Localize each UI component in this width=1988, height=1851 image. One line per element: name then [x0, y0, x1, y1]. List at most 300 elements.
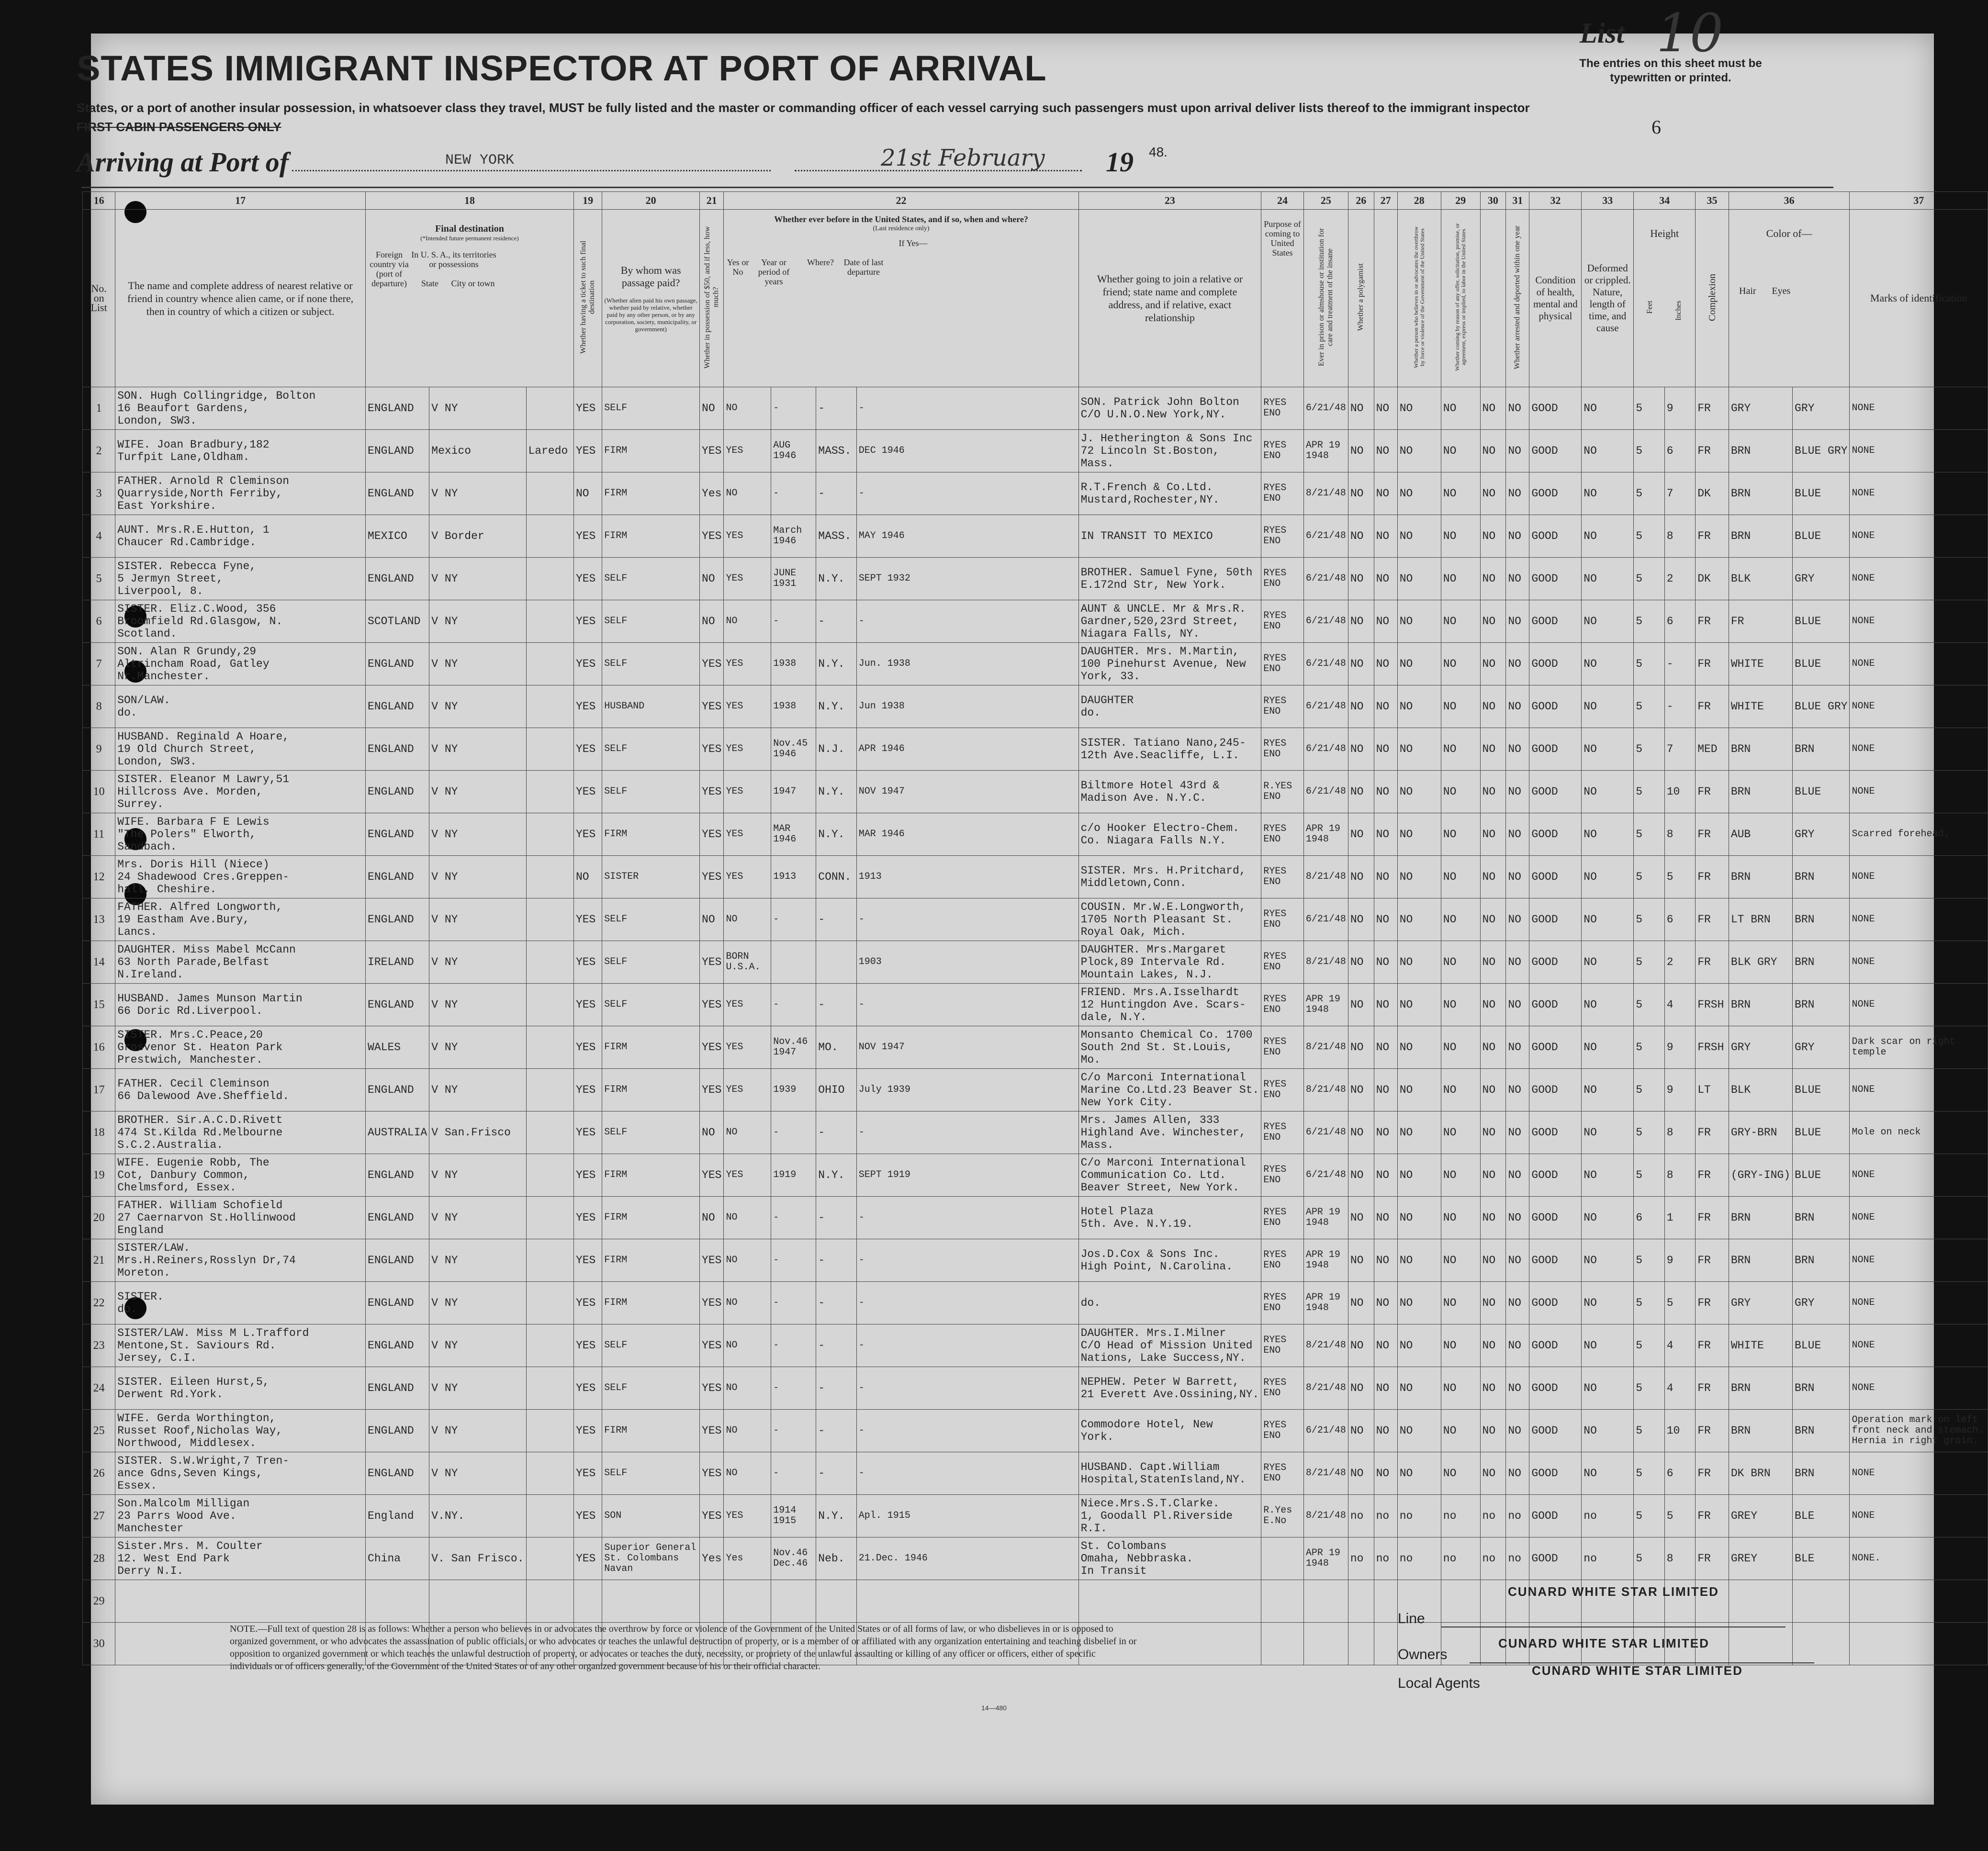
joining-relative-line: Omaha, Nebbraska. — [1080, 1552, 1193, 1565]
c26-label: Whether a polygamist — [1357, 263, 1365, 331]
height-inches: 4 — [1664, 1324, 1696, 1367]
ticket: YES — [573, 600, 602, 643]
col-26 — [1348, 1580, 1374, 1623]
col-30: NO — [1480, 984, 1506, 1026]
joining-relative-line: Commodore Hotel, New — [1080, 1418, 1213, 1431]
before-in-us: NO — [724, 1282, 771, 1324]
col-29: NO — [1441, 1197, 1480, 1239]
col-31: NO — [1506, 1154, 1529, 1197]
identification-marks: NONE — [1850, 515, 1988, 558]
eye-color — [1793, 1580, 1850, 1623]
height-feet: 6 — [1634, 1197, 1665, 1239]
joining-relative-line: Monsanto Chemical Co. 1700 — [1080, 1029, 1253, 1041]
joining-relative — [1078, 941, 1261, 984]
col-30: NO — [1480, 813, 1506, 856]
col-27: NO — [1374, 1197, 1397, 1239]
dest-city — [526, 1026, 573, 1069]
col-26: NO — [1348, 1239, 1374, 1282]
complexion: FR — [1696, 1197, 1729, 1239]
dest-city — [526, 941, 573, 984]
last-departure: SEPT 1919 — [856, 1154, 1078, 1197]
relative-address-line: 16 Beaufort Gardens, — [117, 402, 250, 415]
relative-address-line: SISTER. Eileen Hurst,5, — [117, 1376, 270, 1388]
col-31: NO — [1506, 1282, 1529, 1324]
row-number: 22 — [83, 1282, 115, 1324]
complexion: FR — [1696, 685, 1729, 728]
deformed: NO — [1582, 728, 1634, 771]
relative-address — [115, 1282, 366, 1324]
joining-relative-line: Mustard,Rochester,NY. — [1080, 494, 1220, 506]
header-c29 — [1441, 210, 1480, 387]
last-departure: - — [856, 1111, 1078, 1154]
joining-relative-line: Gardner,520,23rd Street, — [1080, 615, 1239, 628]
col-31: NO — [1506, 387, 1529, 430]
col-30: NO — [1480, 856, 1506, 898]
passage-paid-by: SELF — [602, 600, 700, 643]
dest-state: V San.Frisco — [429, 1111, 526, 1154]
health-condition: GOOD — [1529, 685, 1582, 728]
year-period: - — [771, 1111, 816, 1154]
table-row — [83, 1537, 1988, 1580]
joining-relative-line: FRIEND. Mrs.A.Isselhardt — [1080, 986, 1239, 998]
col-25: 6/21/48 — [1303, 728, 1348, 771]
header-no-on-list: No. on List — [83, 210, 115, 387]
col-27: NO — [1374, 430, 1397, 472]
ticket: YES — [573, 558, 602, 600]
health-condition: GOOD — [1529, 387, 1582, 430]
passage-paid-by: SELF — [602, 558, 700, 600]
year-period: - — [771, 472, 816, 515]
hair-color: DK BRN — [1729, 1452, 1792, 1495]
col-30: NO — [1480, 898, 1506, 941]
identification-marks: NONE — [1850, 1367, 1988, 1410]
joining-relative — [1078, 1111, 1261, 1154]
height-feet: 5 — [1634, 1026, 1665, 1069]
deformed: NO — [1582, 1154, 1634, 1197]
column-number: 36 — [1729, 192, 1850, 210]
col-30: NO — [1480, 430, 1506, 472]
table-row — [83, 1154, 1988, 1197]
health-condition: GOOD — [1529, 1537, 1582, 1580]
col-31: NO — [1506, 600, 1529, 643]
relative-address-line: Surrey. — [117, 798, 164, 810]
last-departure: - — [856, 1452, 1078, 1495]
sheet-note: The entries on this sheet must be typewritten or printed. — [1579, 57, 1762, 84]
row-number: 6 — [83, 600, 115, 643]
col-29: NO — [1441, 1069, 1480, 1111]
height-feet: 5 — [1634, 1111, 1665, 1154]
joining-relative — [1078, 856, 1261, 898]
foreign-country: ENGLAND — [366, 1324, 429, 1367]
hair-color: FR — [1729, 600, 1792, 643]
relative-address-line: "The Polers" Elworth, — [117, 828, 257, 841]
foreign-country: ENGLAND — [366, 1452, 429, 1495]
col-26: NO — [1348, 941, 1374, 984]
header-before-us — [724, 210, 1078, 387]
table-row — [83, 685, 1988, 728]
dest-city — [526, 515, 573, 558]
joining-relative-line: York. — [1080, 1431, 1114, 1443]
deformed: NO — [1582, 1282, 1634, 1324]
row-number: 27 — [83, 1495, 115, 1537]
foreign-country: ENGLAND — [366, 643, 429, 685]
relative-address-line: WIFE. Gerda Worthington, — [117, 1412, 276, 1425]
height-inches: 7 — [1664, 728, 1696, 771]
joining-relative-line: C/O Head of Mission United — [1080, 1339, 1253, 1352]
col-31: NO — [1506, 515, 1529, 558]
deformed: NO — [1582, 771, 1634, 813]
before-in-us: YES — [724, 430, 771, 472]
relative-address-line: 66 Dalewood Ave.Sheffield. — [117, 1090, 290, 1102]
joining-relative-line: Beaver Street, New York. — [1080, 1181, 1239, 1194]
if-yes-label: If Yes— — [899, 238, 928, 248]
complexion: FR — [1696, 1324, 1729, 1367]
joining-relative-line: dale, N.Y. — [1080, 1011, 1147, 1023]
hair-color: BLK GRY — [1729, 941, 1792, 984]
health-condition: GOOD — [1529, 898, 1582, 941]
health-condition: GOOD — [1529, 1367, 1582, 1410]
col-28: NO — [1397, 1239, 1441, 1282]
dest-state: V NY — [429, 728, 526, 771]
col-26: NO — [1348, 1111, 1374, 1154]
hair-color: WHITE — [1729, 643, 1792, 685]
passage-paid-by: FIRM — [602, 1026, 700, 1069]
fifty-dollars: YES — [700, 1324, 724, 1367]
complexion: FR — [1696, 1452, 1729, 1495]
deformed: NO — [1582, 941, 1634, 984]
relative-address-line: Cot, Danbury Common, — [117, 1169, 250, 1181]
last-departure: - — [856, 1410, 1078, 1452]
health-condition: GOOD — [1529, 472, 1582, 515]
identification-marks: NONE. — [1850, 1537, 1988, 1580]
relative-address-line: Jersey, C.I. — [117, 1352, 197, 1364]
joining-relative-line: BROTHER. Samuel Fyne, 50th — [1080, 566, 1253, 579]
height-inches: 1 — [1664, 1197, 1696, 1239]
hair-color: BRN — [1729, 1239, 1792, 1282]
header-condition: Condition of health, mental and physical — [1529, 210, 1582, 387]
ticket: YES — [573, 898, 602, 941]
relative-address-line: SISTER. Rebecca Fyne, — [117, 560, 257, 572]
col-29: NO — [1441, 1154, 1480, 1197]
dest-city — [526, 1367, 573, 1410]
col-29: NO — [1441, 1111, 1480, 1154]
dest-city — [526, 1111, 573, 1154]
where: N.Y. — [816, 1495, 857, 1537]
joining-relative — [1078, 1452, 1261, 1495]
purpose: RYES ENO — [1261, 1197, 1304, 1239]
col-27: NO — [1374, 1111, 1397, 1154]
ticket: YES — [573, 643, 602, 685]
arrival-date: 21st February — [881, 145, 1045, 171]
dest-city — [526, 1239, 573, 1282]
hair-label: Hair — [1739, 286, 1756, 296]
feet-label: Feet — [1646, 301, 1654, 314]
col-28: NO — [1397, 1367, 1441, 1410]
col-26: NO — [1348, 643, 1374, 685]
row-number: 14 — [83, 941, 115, 984]
where: - — [816, 1410, 857, 1452]
joining-relative-line: 100 Pinehurst Avenue, New — [1080, 658, 1246, 670]
col-31: NO — [1506, 898, 1529, 941]
col-30: NO — [1480, 1282, 1506, 1324]
col-29: NO — [1441, 898, 1480, 941]
col-31: NO — [1506, 472, 1529, 515]
ticket: YES — [573, 1324, 602, 1367]
row-number: 19 — [83, 1154, 115, 1197]
foreign-country: MEXICO — [366, 515, 429, 558]
fifty-dollars: YES — [700, 856, 724, 898]
joining-relative — [1078, 1367, 1261, 1410]
ticket: YES — [573, 1537, 602, 1580]
dest-state: V NY — [429, 813, 526, 856]
last-departure: Apl. 1915 — [856, 1495, 1078, 1537]
relative-address-line: 474 St.Kilda Rd.Melbourne — [117, 1126, 283, 1139]
where: N.Y. — [816, 771, 857, 813]
deformed: NO — [1582, 1452, 1634, 1495]
eye-color: BRN — [1793, 728, 1850, 771]
col-30: NO — [1480, 1197, 1506, 1239]
where: - — [816, 1452, 857, 1495]
row-number: 8 — [83, 685, 115, 728]
year-period: - — [771, 1197, 816, 1239]
joining-relative-line: NEPHEW. Peter W Barrett, — [1080, 1376, 1239, 1388]
before-in-us: NO — [724, 1111, 771, 1154]
col-31: NO — [1506, 856, 1529, 898]
col-28: NO — [1397, 813, 1441, 856]
col-26: NO — [1348, 430, 1374, 472]
joining-relative-line: Marine Co.Ltd.23 Beaver St. — [1080, 1084, 1259, 1096]
final-destination-note: (*Intended future permanent residence) — [420, 235, 519, 242]
relative-address-line: Sister.Mrs. M. Coulter — [117, 1540, 263, 1552]
height-inches: 6 — [1664, 600, 1696, 643]
col-26: NO — [1348, 898, 1374, 941]
health-condition: GOOD — [1529, 856, 1582, 898]
foreign-country — [366, 1580, 429, 1623]
c28-label: Whether a person who believes in or advocates the overthrow by force or violence of the Government of the United States — [1412, 226, 1426, 369]
purpose: RYES ENO — [1261, 558, 1304, 600]
joining-relative — [1078, 984, 1261, 1026]
last-departure: - — [856, 898, 1078, 941]
col-28: NO — [1397, 1324, 1441, 1367]
relative-address-line: do. — [117, 1303, 137, 1315]
column-number: 23 — [1078, 192, 1261, 210]
deformed: NO — [1582, 1324, 1634, 1367]
deformed: NO — [1582, 515, 1634, 558]
row-number: 21 — [83, 1239, 115, 1282]
table-row — [83, 1282, 1988, 1324]
header-passage — [602, 210, 700, 387]
eye-color: GRY — [1793, 813, 1850, 856]
col-25: 6/21/48 — [1303, 1154, 1348, 1197]
passage-paid-by: FIRM — [602, 430, 700, 472]
joining-relative-line: C/o Marconi International — [1080, 1071, 1246, 1084]
row-number: 2 — [83, 430, 115, 472]
column-number: 35 — [1696, 192, 1729, 210]
yes-no-label: Yes or No — [727, 258, 749, 277]
deformed: NO — [1582, 387, 1634, 430]
identification-marks: Dark scar on right temple — [1850, 1026, 1988, 1069]
last-departure: SEPT 1932 — [856, 558, 1078, 600]
purpose — [1261, 1580, 1304, 1623]
ticket: YES — [573, 1452, 602, 1495]
last-departure: Jun 1938 — [856, 685, 1078, 728]
relative-address — [115, 1495, 366, 1537]
col-27: NO — [1374, 771, 1397, 813]
col-29 — [1441, 1580, 1480, 1623]
dest-city — [526, 472, 573, 515]
height-feet: 5 — [1634, 600, 1665, 643]
dest-city — [526, 856, 573, 898]
purpose: RYES ENO — [1261, 813, 1304, 856]
height-feet: 5 — [1634, 898, 1665, 941]
relative-address-line: FATHER. Alfred Longworth, — [117, 901, 283, 913]
passage-paid-by: FIRM — [602, 1069, 700, 1111]
col-29: NO — [1441, 558, 1480, 600]
where — [816, 1580, 857, 1623]
before-in-us: NO — [724, 1239, 771, 1282]
joining-relative — [1078, 685, 1261, 728]
line-stamp: CUNARD WHITE STAR LIMITED — [1508, 1584, 1719, 1599]
dest-state: V NY — [429, 472, 526, 515]
joining-relative-line: 72 Lincoln St.Boston, — [1080, 445, 1220, 457]
passage-paid-by: FIRM — [602, 515, 700, 558]
relative-address — [115, 1197, 366, 1239]
complexion: FR — [1696, 813, 1729, 856]
height-feet: 5 — [1634, 1154, 1665, 1197]
last-departure: July 1939 — [856, 1069, 1078, 1111]
column-number: 16 — [83, 192, 115, 210]
dest-state: V NY — [429, 643, 526, 685]
col-29: NO — [1441, 387, 1480, 430]
foreign-country: ENGLAND — [366, 1197, 429, 1239]
relative-address-line: HUSBAND. James Munson Martin — [117, 992, 303, 1005]
usa-label: In U. S. A., its territories or possessions — [411, 250, 496, 269]
purpose: RYES ENO — [1261, 472, 1304, 515]
eye-color: BLUE GRY — [1793, 685, 1850, 728]
col-26: NO — [1348, 387, 1374, 430]
height-feet: 5 — [1634, 1452, 1665, 1495]
where: - — [816, 984, 857, 1026]
hair-color: BRN — [1729, 984, 1792, 1026]
purpose: RYES ENO — [1261, 1154, 1304, 1197]
col-30 — [1480, 1580, 1506, 1623]
header-deformed: Deformed or crippled. Nature, length of time, and cause — [1582, 210, 1634, 387]
identification-marks: NONE — [1850, 1452, 1988, 1495]
col-27: NO — [1374, 1069, 1397, 1111]
row-number: 23 — [83, 1324, 115, 1367]
joining-relative — [1078, 643, 1261, 685]
fifty-dollars: YES — [700, 1026, 724, 1069]
col-27: NO — [1374, 856, 1397, 898]
header-c30 — [1480, 210, 1506, 387]
relative-address — [115, 685, 366, 728]
relative-address — [115, 856, 366, 898]
port-name: NEW YORK — [445, 152, 515, 168]
complexion: FR — [1696, 1495, 1729, 1537]
col-30: NO — [1480, 1452, 1506, 1495]
purpose: RYES ENO — [1261, 1410, 1304, 1452]
ticket: YES — [573, 728, 602, 771]
col-25: 6/21/48 — [1303, 600, 1348, 643]
joining-relative — [1078, 728, 1261, 771]
col-27 — [1374, 1580, 1397, 1623]
height-feet: 5 — [1634, 728, 1665, 771]
dest-city — [526, 600, 573, 643]
height-inches: 5 — [1664, 856, 1696, 898]
height-inches: 8 — [1664, 1111, 1696, 1154]
fifty-dollars: NO — [700, 898, 724, 941]
header-fifty — [700, 210, 724, 387]
col-27: NO — [1374, 1452, 1397, 1495]
line-label: Line — [1398, 1611, 1425, 1627]
eye-color: BLUE GRY — [1793, 430, 1850, 472]
fifty-dollars: NO — [700, 387, 724, 430]
col-27: NO — [1374, 643, 1397, 685]
col-31: NO — [1506, 728, 1529, 771]
joining-relative-line: South 2nd St. St.Louis, — [1080, 1041, 1233, 1054]
deformed: NO — [1582, 813, 1634, 856]
col-25: APR 19 1948 — [1303, 430, 1348, 472]
identification-marks: Operation mark on left front neck and stomach. Hernia in right groin. — [1850, 1410, 1988, 1452]
fifty-dollars: Yes — [700, 472, 724, 515]
eye-color: BRN — [1793, 941, 1850, 984]
port-underline — [292, 170, 771, 171]
foreign-country: ENGLAND — [366, 1239, 429, 1282]
row-number: 26 — [83, 1452, 115, 1495]
fifty-dollars: YES — [700, 1410, 724, 1452]
before-in-us: YES — [724, 558, 771, 600]
col-27: NO — [1374, 558, 1397, 600]
complexion: FRSH — [1696, 1026, 1729, 1069]
col-29: NO — [1441, 1282, 1480, 1324]
col-26: NO — [1348, 1026, 1374, 1069]
foreign-country: ENGLAND — [366, 558, 429, 600]
joining-relative-line: C/o Marconi International — [1080, 1156, 1246, 1169]
complexion: FR — [1696, 1282, 1729, 1324]
col-27: NO — [1374, 1282, 1397, 1324]
joining-relative-line: C/O U.N.O.New York,NY. — [1080, 408, 1226, 421]
purpose: RYES ENO — [1261, 898, 1304, 941]
passage-paid-by: SELF — [602, 1111, 700, 1154]
joining-relative — [1078, 898, 1261, 941]
col-25: 6/21/48 — [1303, 515, 1348, 558]
fifty-dollars: YES — [700, 984, 724, 1026]
dest-city — [526, 813, 573, 856]
joining-relative — [1078, 1324, 1261, 1367]
dest-state: V NY — [429, 856, 526, 898]
col-29: NO — [1441, 1410, 1480, 1452]
height-inches: 2 — [1664, 941, 1696, 984]
relative-address-line: FATHER. Cecil Cleminson — [117, 1077, 270, 1090]
year-period — [771, 941, 816, 984]
col-26: NO — [1348, 1324, 1374, 1367]
hair-color: GREY — [1729, 1495, 1792, 1537]
passage-paid-by: FIRM — [602, 1410, 700, 1452]
table-row — [83, 1069, 1988, 1111]
where: - — [816, 387, 857, 430]
purpose: RYES ENO — [1261, 1282, 1304, 1324]
row-number: 13 — [83, 898, 115, 941]
relative-address-line: SISTER. Mrs.C.Peace,20 — [117, 1029, 263, 1041]
year-period: 1938 — [771, 685, 816, 728]
joining-relative-line: R.I. — [1080, 1522, 1107, 1535]
where — [816, 941, 857, 984]
col-25: 6/21/48 — [1303, 387, 1348, 430]
column-number: 22 — [724, 192, 1078, 210]
dest-state: V NY — [429, 1239, 526, 1282]
year-period: AUG 1946 — [771, 430, 816, 472]
column-number: 17 — [115, 192, 366, 210]
